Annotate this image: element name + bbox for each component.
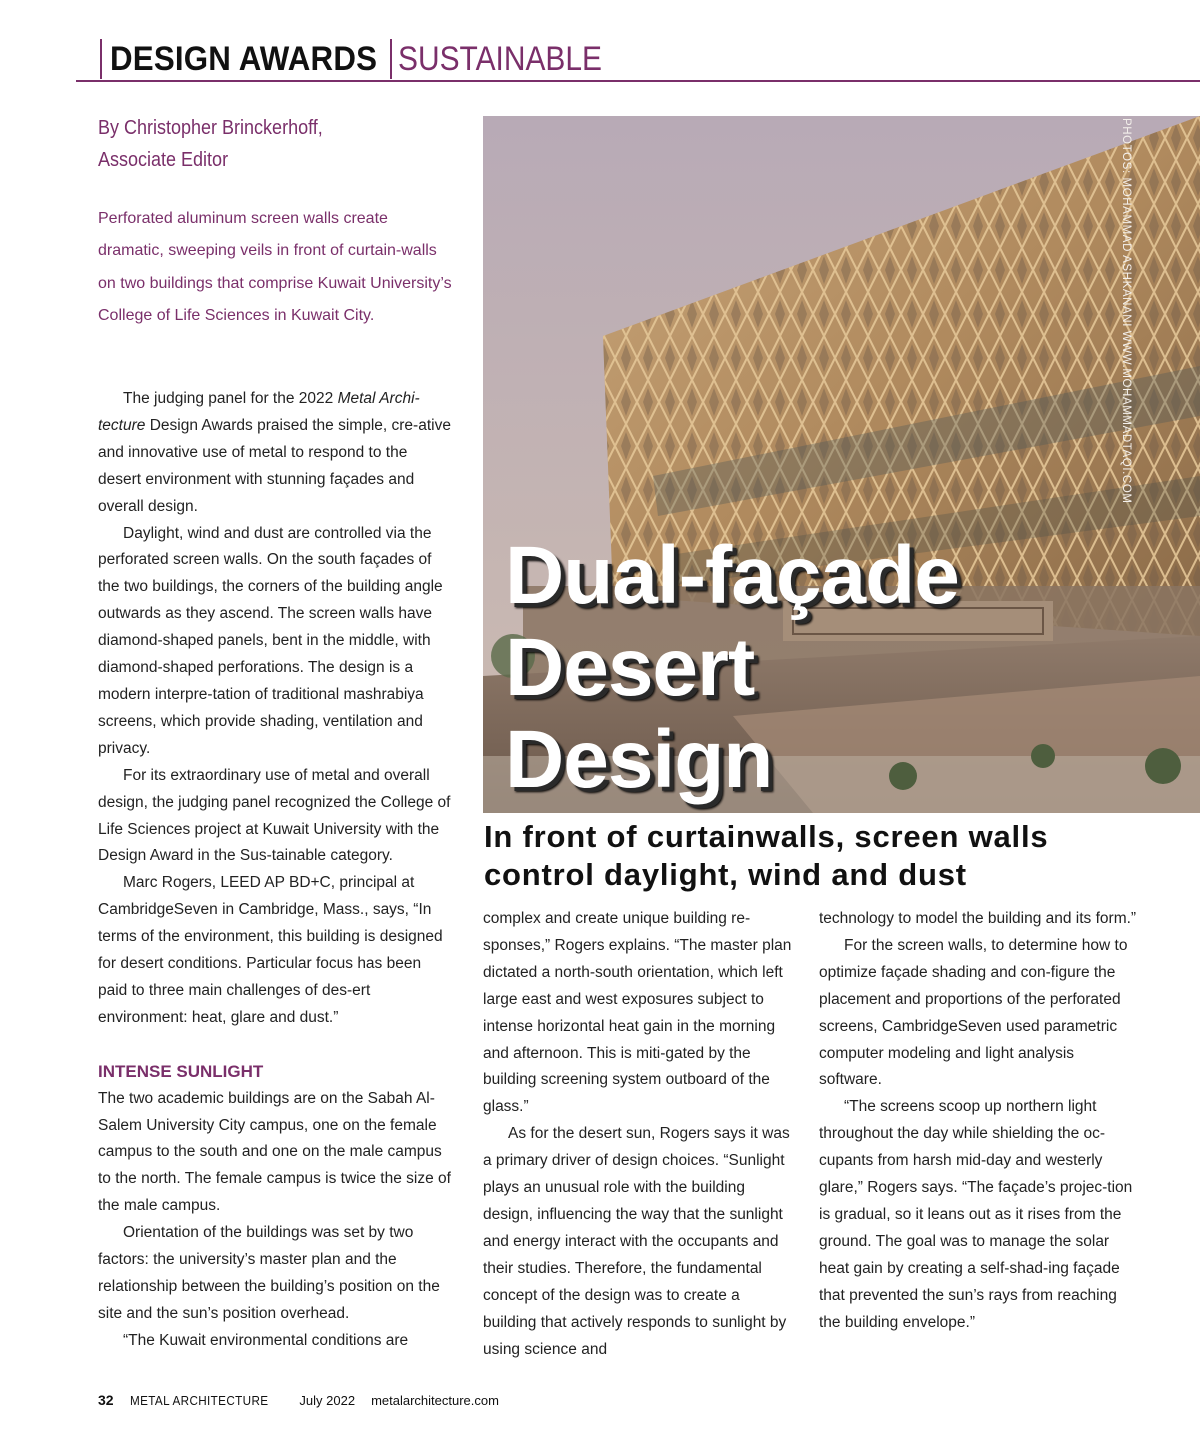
website: metalarchitecture.com bbox=[371, 1393, 499, 1408]
body-paragraph: “The screens scoop up northern light throughout the day while shielding the oc-cupants from harsh mid-day and westerly glare,” Rogers says. “The façade’s projec-tion is gradual, so it leans out as it rises from the ground. The goal was to manage the solar heat gain by creating a self-shad-ing façade that prevented the sun’s rays from reaching the building envelope.” bbox=[819, 1098, 1133, 1331]
body-paragraph: technology to model the building and its form.” bbox=[819, 910, 1137, 927]
page-footer bbox=[98, 1392, 499, 1408]
article-title bbox=[505, 530, 1105, 806]
body-paragraph: “The Kuwait environmental conditions are bbox=[123, 1331, 409, 1349]
title-line-1: Dual-façade bbox=[505, 530, 959, 621]
magazine-name: METAL ARCHITECTURE bbox=[129, 1393, 269, 1408]
header-divider bbox=[390, 39, 392, 79]
photo-credit: PHOTOS: MOHAMMAD ASHKANANI WWW.MOHAMMADTAQI.COM bbox=[1120, 118, 1132, 504]
byline: By Christopher Brinckerhoff, Associate Editor bbox=[98, 117, 323, 171]
body-paragraph: Daylight, wind and dust are controlled via the perforated screen walls. On the south façades of the two buildings, the corners of the building angle outwards as they ascend. The screen walls have diamond-shaped panels, bent in the middle, with diamond-shaped perforations. The design is a modern interpre-tation of traditional mashrabiya screens, which provide shading, ventilation and privacy. bbox=[98, 524, 443, 757]
body-paragraph: Marc Rogers, LEED AP BD+C, principal at CambridgeSeven in Cambridge, Mass., says, “In terms of the environment, this building is designed for desert conditions. Particular focus has been paid to three main challenges of des-ert environment: heat, glare and dust.” bbox=[98, 874, 443, 1026]
article-subtitle: In front of curtainwalls, screen walls control daylight, wind and dust bbox=[484, 819, 1049, 892]
magazine-name-italic: Metal Archi-tecture bbox=[98, 390, 420, 434]
body-paragraph: As for the desert sun, Rogers says it was a primary driver of design choices. “Sunlight plays an unusual role with the building design, influencing the way that the sunlight and energy interact with the occupants and their studies. Therefore, the fundamental concept of the design was to create a building that actively responds to sunlight by using science and bbox=[483, 1125, 790, 1358]
body-paragraph: The two academic buildings are on the Sabah Al-Salem University City campus, one on the female campus to the south and one on the male campus to the north. The female campus is twice the size of the male campus. bbox=[98, 1089, 451, 1215]
subhead-intense-sunlight: INTENSE SUNLIGHT bbox=[98, 1061, 264, 1081]
article-deck: Perforated aluminum screen walls create dramatic, sweeping veils in front of curtain-walls on two buildings that comprise Kuwait University’s College of Life Sciences in Kuwait City. bbox=[98, 210, 452, 325]
section-category: SUSTAINABLE bbox=[398, 39, 603, 78]
body-paragraph: The judging panel for the 2022 Metal Archi-tecture Design Awards praised the simple, cre-ative and innovative use of metal to respond to the desert environment with stunning façades and overall design. bbox=[98, 390, 451, 515]
page-number: 32 bbox=[98, 1392, 114, 1408]
body-paragraph: complex and create unique building re-sponses,” Rogers explains. “The master plan dictated a north-south orientation, which left large east and west exposures subject to intense horizontal heat gain in the morning and afternoon. This is miti-gated by the building screening system outboard of the glass.” bbox=[483, 910, 792, 1116]
header-rule bbox=[76, 80, 1200, 82]
body-paragraph: Orientation of the buildings was set by two factors: the university’s master plan and the relationship between the building’s position on the site and the sun’s position overhead. bbox=[98, 1224, 440, 1322]
body-paragraph: For its extraordinary use of metal and overall design, the judging panel recognized the College of Life Sciences project at Kuwait University with the Design Award in the Sus-tainable category. bbox=[98, 766, 451, 865]
body-column-1 bbox=[98, 386, 454, 1355]
section-title: DESIGN AWARDS bbox=[110, 39, 378, 78]
body-paragraph: For the screen walls, to determine how to optimize façade shading and con-figure the placement and proportions of the perforated screens, CambridgeSeven used parametric computer modeling and light analysis software. bbox=[819, 936, 1128, 1089]
title-line-2: Desert bbox=[505, 622, 755, 713]
body-column-3 bbox=[819, 906, 1139, 1337]
header-accent-bar bbox=[100, 39, 102, 79]
issue-date: July 2022 bbox=[299, 1393, 356, 1408]
body-column-2 bbox=[483, 906, 795, 1363]
section-header bbox=[100, 38, 630, 80]
title-line-3: Design bbox=[505, 714, 773, 805]
